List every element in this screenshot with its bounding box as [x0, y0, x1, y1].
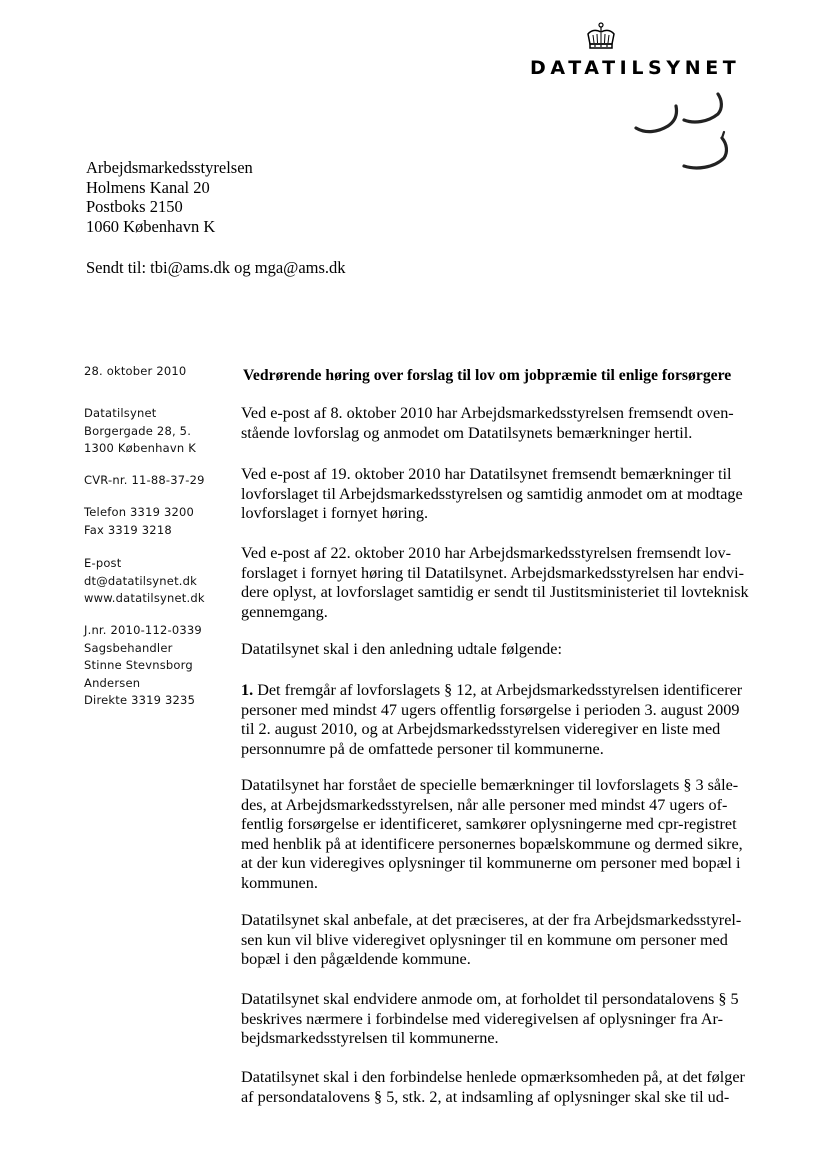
paragraph-line: lovforslaget i fornyet høring.	[241, 504, 429, 523]
paragraph-line: Datatilsynet skal endvidere anmode om, at forholdet til persondatalovens § 5	[241, 990, 739, 1008]
sent-to-line: Sendt til: tbi@ams.dk og mga@ams.dk	[86, 258, 346, 277]
body-paragraph	[241, 776, 761, 894]
organization-logotype: DATATILSYNET	[530, 57, 741, 79]
paragraph-line: til 2. august 2010, og at Arbejdsmarkedsstyrelsen videregiver en liste med	[241, 720, 721, 739]
sender-address	[84, 405, 196, 458]
email-label: E-post	[84, 556, 122, 570]
addressee-block	[86, 158, 253, 236]
paragraph-line: 1. Det fremgår af lovforslagets § 12, at Arbejdsmarkedsstyrelsen identificerer	[241, 681, 743, 699]
case-block	[84, 622, 202, 710]
cvr-number: CVR-nr. 11-88-37-29	[84, 473, 205, 487]
paragraph-line: kommunen.	[241, 873, 318, 892]
paragraph-line: gennemgang.	[241, 602, 328, 621]
paragraph-line: fentlig forsørgelse er identificeret, samkører oplysningerne med cpr-registret	[241, 815, 737, 834]
body-paragraph	[241, 404, 761, 443]
case-handler-label: Sagsbehandler	[84, 640, 173, 655]
paragraph-line: bopæl i den pågældende kommune.	[241, 950, 471, 969]
paragraph-line: at der kun videregives oplysninger til kommunerne om personer med bopæl i	[241, 854, 741, 873]
paragraph-line: personnumre på de omfattede personer til kommunerne.	[241, 739, 604, 758]
phone-block	[84, 504, 194, 539]
body-paragraph	[241, 911, 761, 970]
addressee-line: 1060 København K	[86, 216, 216, 236]
website-link[interactable]: www.datatilsynet.dk	[84, 591, 205, 606]
sender-line: Datatilsynet	[84, 406, 157, 420]
paragraph-line: Datatilsynet skal i den forbindelse henlede opmærksomheden på, at det følger	[241, 1068, 745, 1086]
body-paragraph	[241, 990, 761, 1049]
paragraph-line: personer med mindst 47 ugers offentlig forsørgelse i perioden 3. august 2009	[241, 700, 740, 719]
paragraph-line: Datatilsynet har forstået de specielle bemærkninger til lovforslagets § 3 såle-	[241, 776, 739, 794]
paragraph-number: 1.	[241, 681, 254, 699]
phone-line: Telefon 3319 3200	[84, 505, 195, 519]
body-paragraph	[241, 465, 761, 524]
direct-phone: Direkte 3319 3235	[84, 693, 196, 708]
letter-subject: Vedrørende høring over forslag til lov om jobpræmie til enlige forsørgere	[243, 367, 732, 384]
paragraph-line: bejdsmarkedsstyrelsen til kommunerne.	[241, 1029, 499, 1048]
paragraph-line: sen kun vil blive videregivet oplysninger til en kommune om personer med	[241, 930, 728, 949]
royal-crown-icon	[584, 22, 618, 52]
sender-line: Borgergade 28, 5.	[84, 423, 192, 438]
paragraph-line: Datatilsynet skal anbefale, at det præciseres, at der fra Arbejdsmarkedsstyrel-	[241, 911, 742, 929]
paragraph-line: des, at Arbejdsmarkedsstyrelsen, når alle personer med mindst 47 ugers of-	[241, 795, 728, 814]
paragraph-line: med henblik på at identificere personernes bopælskommune og dermed sikre,	[241, 834, 743, 853]
paragraph-line: af persondatalovens § 5, stk. 2, at indsamling af oplysninger skal ske til ud-	[241, 1087, 730, 1106]
paragraph-line: Ved e-post af 8. oktober 2010 har Arbejdsmarkedsstyrelsen fremsendt oven-	[241, 404, 734, 422]
paragraph-line: forslaget i fornyet høring til Datatilsynet. Arbejdsmarkedsstyrelsen har endvi-	[241, 563, 745, 582]
body-paragraph	[241, 640, 761, 660]
paragraph-line: lovforslaget til Arbejdsmarkedsstyrelsen og samtidig anmodet om at modtage	[241, 484, 743, 503]
contact-block	[84, 555, 205, 608]
sender-line: 1300 København K	[84, 441, 196, 456]
case-number: J.nr. 2010-112-0339	[84, 623, 202, 637]
handwritten-initials	[628, 88, 748, 178]
body-paragraph	[241, 544, 761, 622]
paragraph-line: stående lovforslag og anmodet om Datatilsynets bemærkninger hertil.	[241, 423, 693, 442]
paragraph-line: beskrives nærmere i forbindelse med videregivelsen af oplysninger fra Ar-	[241, 1009, 723, 1028]
numbered-paragraph	[241, 681, 761, 759]
paragraph-line: Ved e-post af 19. oktober 2010 har Datatilsynet fremsendt bemærkninger til	[241, 465, 732, 483]
paragraph-line: Datatilsynet skal i den anledning udtale følgende:	[241, 640, 562, 658]
fax-line: Fax 3319 3218	[84, 522, 172, 537]
body-paragraph	[241, 1068, 761, 1107]
email-link[interactable]: dt@datatilsynet.dk	[84, 573, 197, 588]
letter-date: 28. oktober 2010	[84, 364, 187, 378]
paragraph-line: Ved e-post af 22. oktober 2010 har Arbejdsmarkedsstyrelsen fremsendt lov-	[241, 544, 731, 562]
case-handler-name: Andersen	[84, 675, 141, 690]
case-handler-name: Stinne Stevnsborg	[84, 658, 193, 673]
addressee-line: Arbejdsmarkedsstyrelsen	[86, 158, 253, 177]
addressee-line: Holmens Kanal 20	[86, 177, 210, 197]
paragraph-line: dere oplyst, at lovforslaget samtidig er sendt til Justitsministeriet til lovteknisk	[241, 583, 749, 602]
addressee-line: Postboks 2150	[86, 197, 183, 216]
